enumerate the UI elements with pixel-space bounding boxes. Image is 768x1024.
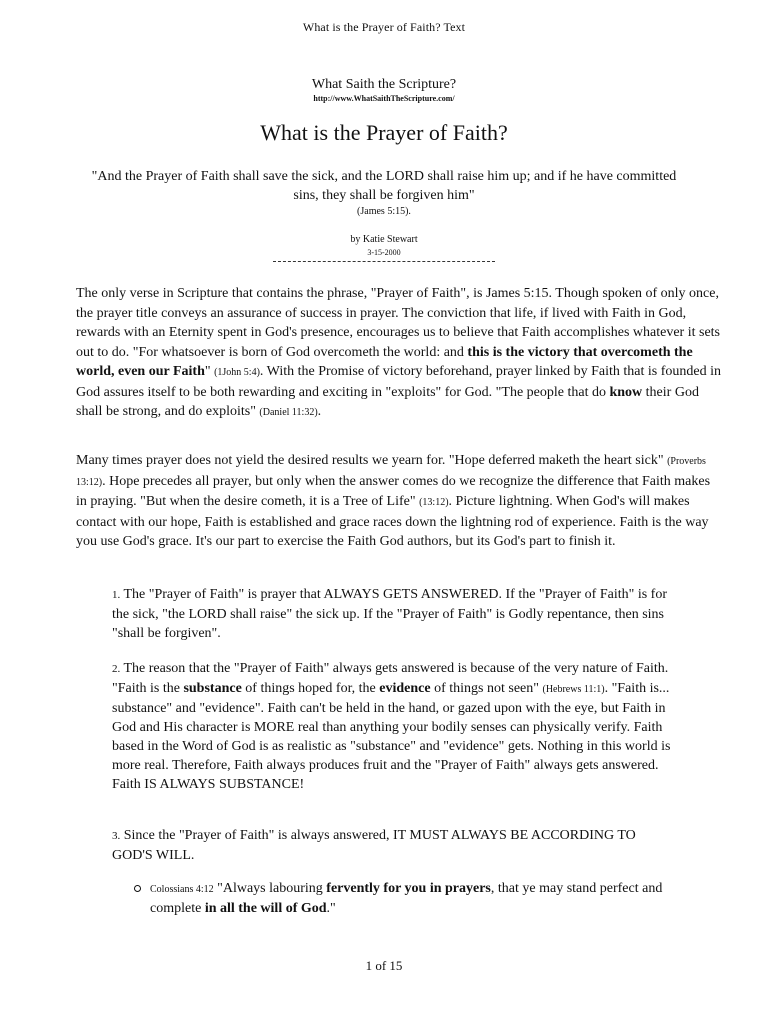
site-url-link[interactable]: http://www.WhatSaithTheScripture.com/ [313,94,455,103]
p1-text-d: . With the Promise of victory beforehand, prayer linked by Faith that is founded in God assures itself to be both rewarding and exciting in "exploits" for God. "The people that do [76,364,721,400]
list-item-3 [112,826,672,865]
p2-text-b: . Hope precedes all prayer, but only when the answer comes do we recognize the difference that Faith makes in praying. "But when the desire cometh, it is a Tree of Life" [76,473,711,509]
sub-text-a: "Always labouring [213,881,327,896]
page-header-title: What is the Prayer of Faith? Text [302,20,466,34]
item2-text-e: of things not seen" [430,681,543,696]
site-name: What Saith the Scripture? [311,77,457,92]
p2-text-a: Many times prayer does not yield the desired results we yearn for. "Hope deferred maketh the heart sick" [76,453,668,468]
epigraph-quote: "And the Prayer of Faith shall save the sick, and the LORD shall raise him up; and if he have committed sins, they shall be forgiven him" [91,169,677,203]
p1-bold-know: know [609,384,643,400]
sub-text-e: ." [326,901,336,916]
p2-ref-13-12: (13:12) [419,497,449,508]
hollow-bullet-icon [134,885,141,892]
p1-text-c: " [204,364,215,379]
sub-ref-colossians: Colossians 4:12 [150,884,214,895]
sub-bold-will: in all the will of God [204,901,327,916]
p1-text-a: The only verse in Scripture that contains the phrase, "Prayer of Faith", is James 5:15. Though spoken of only once, the prayer title conveys an assurance of success in prayer. The conviction that life, if lived with Faith in God, rewards with an Eternity spent in God's presence, encourages us to believe that Faith accomplishes whatever it sets out to do. "For whatsoever is born of God overcometh the world: and [76,286,720,360]
p1-ref-1john: (1John 5:4) [214,367,260,378]
list-item-2 [112,659,672,794]
item2-bold-evidence: evidence [379,681,431,696]
p1-ref-daniel: (Daniel 11:32) [259,407,318,418]
item-text: Since the "Prayer of Faith" is always answered, IT MUST ALWAYS BE ACCORDING TO GOD'S WILL. [112,828,636,863]
dashed-divider [273,261,495,262]
item2-text-f: . "Faith is... substance" and "evidence". Faith can't be held in the hand, or gazed upon with the eye, but Faith in God and His character is MORE real than anything your bodily senses can physically verify. Faith based in the Word of God is as realistic as "substance" and "evidence" gets. Nothing in this world is more real. Therefore, Faith always produces fruit and the "Prayer of Faith" always gets answered. Faith IS ALWAYS SUBSTANCE! [112,681,671,792]
item2-bold-substance: substance [183,681,242,696]
item-number: 2. [112,663,121,675]
item-number: 3. [112,830,121,842]
author-byline: by Katie Stewart [350,234,418,245]
sub-list-item [150,879,710,918]
p1-text-f: their God shall be strong, and do exploits" [76,384,699,419]
item-text: The "Prayer of Faith" is prayer that ALWAYS GETS ANSWERED. If the "Prayer of Faith" is for the sick, "the LORD shall raise" the sick up. If the "Prayer of Faith" is Godly repentance, then sins "shall be forgiven". [112,587,667,641]
sub-text-c: , that ye may stand perfect and complete [150,881,663,916]
p1-text-g: . [317,404,322,419]
item2-text-a: The reason that the "Prayer of Faith" always gets answered is because of the very nature of Faith. "Faith is the [112,661,669,696]
item-number: 1. [112,589,121,601]
site-block [0,77,768,103]
intro-paragraph [76,284,722,423]
p2-text-c: . Picture lightning. When God's will makes contact with our hope, Faith is established and grace races down the lightning rod of experience. Faith is the way you use God's grace. It's our part to exercise the Faith God authors, but its God's part to finish it. [76,494,709,549]
p1-bold-victory: this is the victory that overcometh the world, even our Faith [76,344,693,379]
second-paragraph [76,451,722,552]
document-title: What is the Prayer of Faith? [260,120,508,145]
page-number: 1 of 15 [365,958,403,973]
item2-ref-hebrews: (Hebrews 11:1) [542,684,605,695]
list-item-1 [112,585,672,643]
item2-text-c: of things hoped for, the [241,681,380,696]
publish-date: 3-15-2000 [367,248,401,257]
epigraph-reference: (James 5:15). [357,206,411,217]
sub-bold-fervently: fervently for you in prayers [326,881,491,896]
p2-ref-proverbs: (Proverbs 13:12) [76,456,706,488]
